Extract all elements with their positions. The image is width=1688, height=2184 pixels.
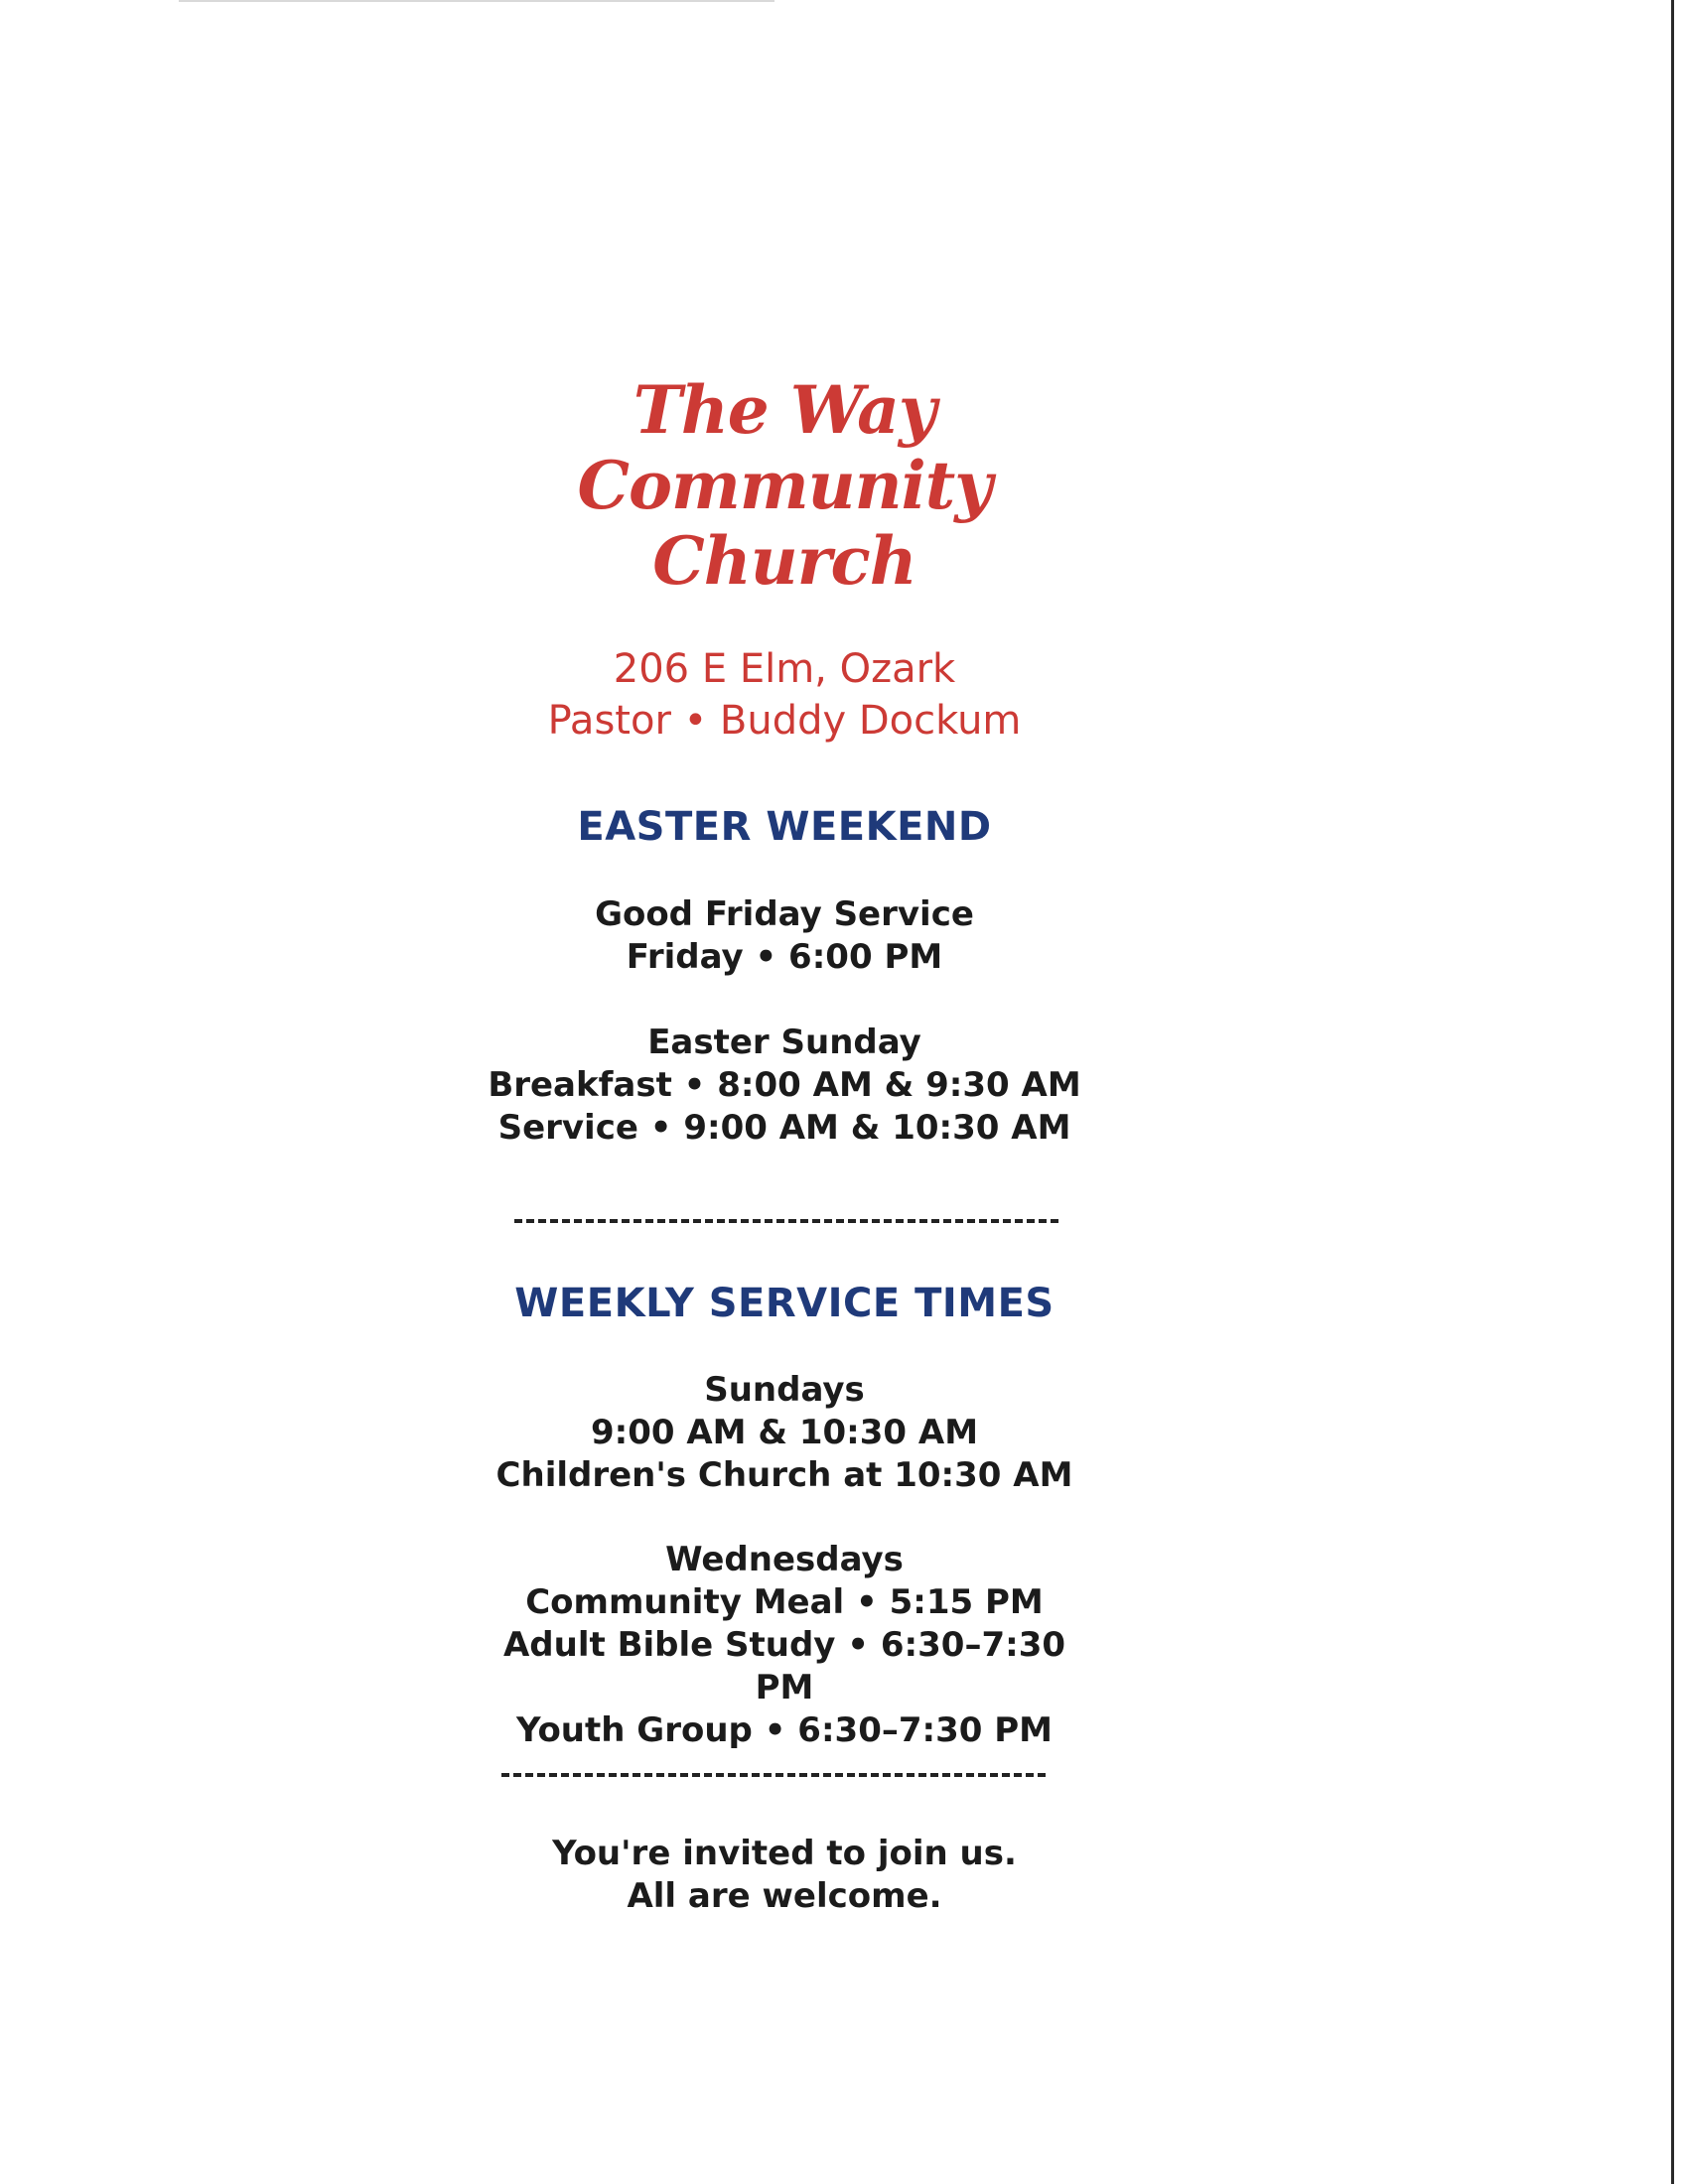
- easter-weekend-heading: EASTER WEEKEND: [577, 804, 992, 850]
- closing-welcome: All are welcome.: [627, 1876, 942, 1916]
- sundays-times: 9:00 AM & 10:30 AM: [590, 1413, 979, 1452]
- pastor-line: Pastor • Buddy Dockum: [547, 698, 1022, 744]
- sundays-title: Sundays: [704, 1370, 865, 1410]
- easter-service-time: Service • 9:00 AM & 10:30 AM: [497, 1108, 1071, 1148]
- church-address-block: [477, 643, 1092, 747]
- good-friday-time: Friday • 6:00 PM: [626, 937, 943, 977]
- wednesdays-title: Wednesdays: [665, 1540, 904, 1579]
- easter-sunday-title: Easter Sunday: [647, 1023, 921, 1062]
- sundays-block: [477, 1369, 1092, 1497]
- wednesdays-block: [477, 1539, 1092, 1752]
- childrens-church-time: Children's Church at 10:30 AM: [495, 1455, 1073, 1495]
- church-name-line-2: Community: [577, 447, 992, 524]
- church-address: 206 E Elm, Ozark: [613, 646, 956, 692]
- weekly-service-heading: WEEKLY SERVICE TIMES: [514, 1281, 1055, 1326]
- good-friday-title: Good Friday Service: [595, 894, 974, 934]
- youth-group-time: Youth Group • 6:30–7:30 PM: [515, 1710, 1054, 1750]
- community-meal-time: Community Meal • 5:15 PM: [525, 1582, 1044, 1622]
- section-divider-2: [501, 1773, 1046, 1777]
- church-name-line-1: The Way: [633, 371, 936, 449]
- church-name-line-3: Church: [652, 522, 916, 600]
- easter-sunday-block: [477, 1022, 1092, 1150]
- easter-breakfast-time: Breakfast • 8:00 AM & 9:30 AM: [488, 1065, 1081, 1105]
- adult-bible-study-time: Adult Bible Study • 6:30–7:30 PM: [502, 1625, 1066, 1707]
- closing-block: [477, 1833, 1092, 1918]
- section-divider-1: [514, 1219, 1058, 1223]
- closing-invite: You're invited to join us.: [552, 1834, 1017, 1873]
- church-name: [477, 372, 1092, 599]
- good-friday-block: [477, 893, 1092, 979]
